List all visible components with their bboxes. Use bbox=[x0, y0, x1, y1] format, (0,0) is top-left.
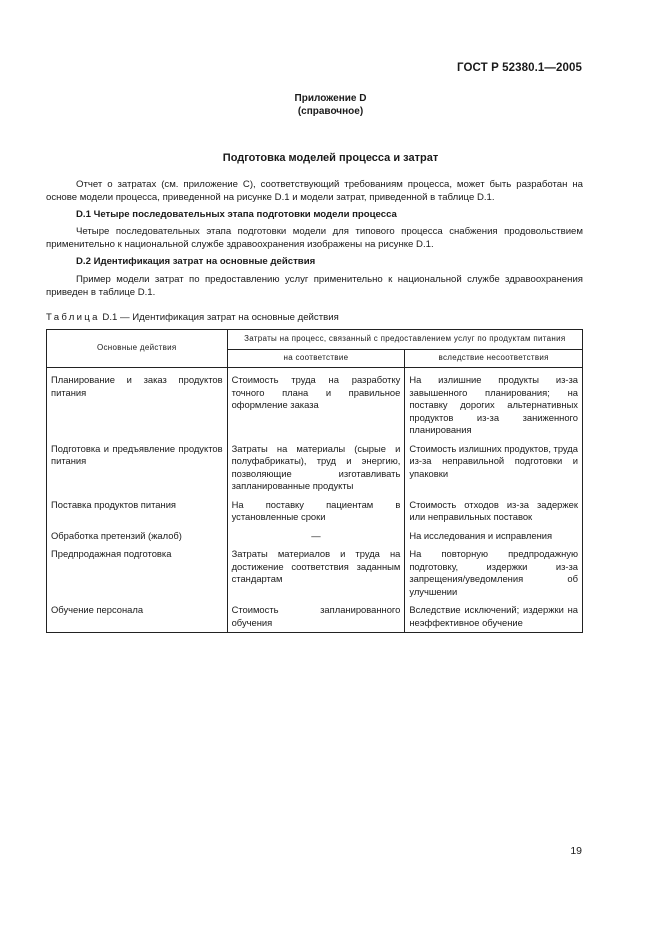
cost-table bbox=[46, 329, 583, 633]
subsection-d1-heading: D.1 Четыре последовательных этапа подготовки модели процесса bbox=[76, 209, 397, 220]
cell-conformance: — bbox=[227, 527, 405, 546]
cell-activity: Предпродажная подготовка bbox=[47, 545, 228, 601]
cell-conformance: Стоимость запланированного обучения bbox=[227, 601, 405, 633]
header-process-costs: Затраты на процесс, связанный с предоставлением услуг по продуктам питания bbox=[227, 330, 582, 350]
subsection-d1-paragraph: Четыре последовательных этапа подготовки модели для типового процесса снабжения продовольствием применительно к национальной службе здравоохранения изображены на рисунке D.1. bbox=[46, 226, 583, 250]
cell-nonconformance: На повторную предпродажную подготовку, издержки из-за запрещения/уведомления об улучшении bbox=[405, 545, 583, 601]
table-caption bbox=[46, 312, 339, 323]
table-row bbox=[47, 496, 583, 527]
cell-activity: Поставка продуктов питания bbox=[47, 496, 228, 527]
cell-conformance: Стоимость труда на разработку точного плана и правильное оформление заказа bbox=[227, 368, 405, 440]
table-row bbox=[47, 527, 583, 546]
cell-nonconformance: На исследования и исправления bbox=[405, 527, 583, 546]
annex-heading bbox=[0, 92, 661, 118]
annex-title: Приложение D bbox=[294, 93, 367, 104]
header-nonconformance: вследствие несоответствия bbox=[405, 350, 583, 368]
table-row bbox=[47, 601, 583, 633]
table-caption-prefix: Таблица bbox=[46, 312, 100, 323]
cell-conformance: Затраты материалов и труда на достижение соответствия заданным стандартам bbox=[227, 545, 405, 601]
cell-activity: Планирование и заказ продуктов питания bbox=[47, 368, 228, 440]
table-row bbox=[47, 440, 583, 496]
table-row bbox=[47, 368, 583, 440]
section-title: Подготовка моделей процесса и затрат bbox=[222, 152, 439, 164]
standard-number: ГОСТ Р 52380.1—2005 bbox=[457, 62, 582, 74]
cell-nonconformance: На излишние продукты из-за завышенного планирования; на поставку дорогих альтернативных продуктов из-за заниженного планирования bbox=[405, 368, 583, 440]
intro-paragraph: Отчет о затратах (см. приложение С), соответствующий требованиям процесса, может быть разработан на основе модели процесса, приведенной на рисунке D.1 и модели затрат, приведенной в таблице D.1. bbox=[46, 179, 583, 203]
cell-nonconformance: Стоимость отходов из-за задержек или неправильных поставок bbox=[405, 496, 583, 527]
cell-conformance: Затраты на материалы (сырые и полуфабрикаты), труд и энергию, позволяющие изготавливать запланированные продукты bbox=[227, 440, 405, 496]
cell-conformance: На поставку пациентам в установленные сроки bbox=[227, 496, 405, 527]
header-conformance: на соответствие bbox=[227, 350, 405, 368]
page-number: 19 bbox=[570, 845, 582, 857]
cell-activity: Подготовка и предъявление продуктов питания bbox=[47, 440, 228, 496]
cell-nonconformance: Вследствие исключений; издержки на неэффективное обучение bbox=[405, 601, 583, 633]
annex-subtitle: (справочное) bbox=[297, 106, 364, 117]
subsection-d2-paragraph: Пример модели затрат по предоставлению услуг применительно к национальной службе здравоохранения приведен в таблице D.1. bbox=[46, 274, 583, 298]
table-caption-text: D.1 — Идентификация затрат на основные действия bbox=[102, 312, 339, 323]
header-main-activities: Основные действия bbox=[47, 330, 228, 368]
cell-activity: Обучение персонала bbox=[47, 601, 228, 633]
subsection-d2-heading: D.2 Идентификация затрат на основные действия bbox=[76, 256, 316, 267]
cell-nonconformance: Стоимость излишних продуктов, труда из-за неправильной подготовки и упаковки bbox=[405, 440, 583, 496]
cell-activity: Обработка претензий (жалоб) bbox=[47, 527, 228, 546]
table-row bbox=[47, 545, 583, 601]
